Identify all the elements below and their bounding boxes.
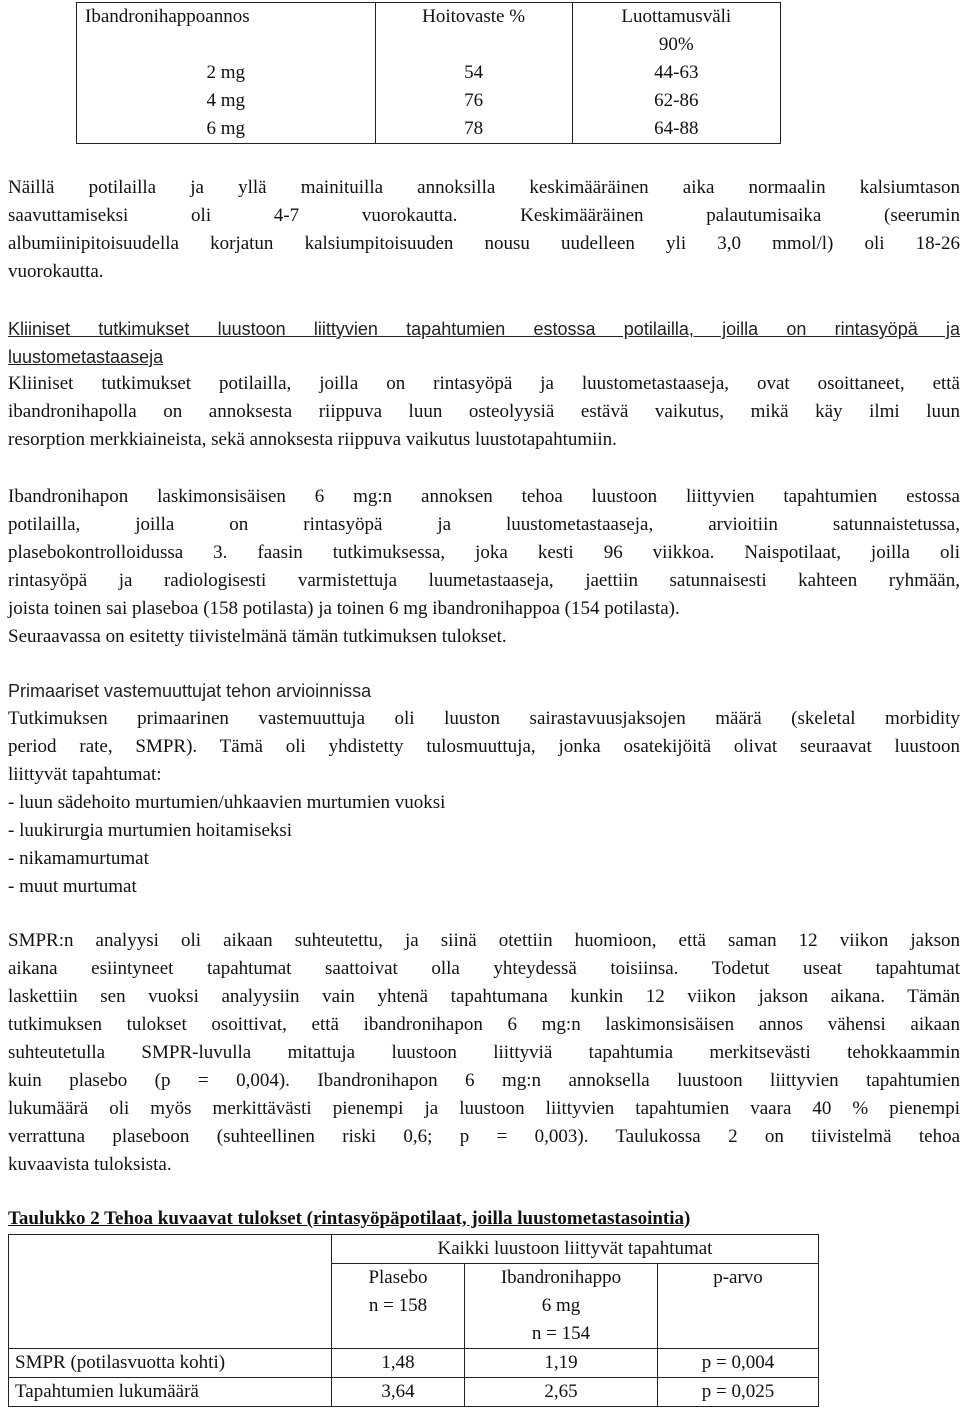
table1-cell: 2 mg: [77, 59, 376, 87]
text-line: liittyvät tapahtumat:: [8, 764, 162, 785]
table1-header-ci-line2: 90%: [658, 34, 694, 55]
paragraph-study-design: [8, 483, 960, 651]
text-line: Ibandronihapon laskimonsisäisen 6 mg:n annoksen tehoa luustoon liittyvien tapahtumien estossa: [8, 486, 960, 507]
text-line: rintasyöpä ja radiologisesti varmistettuja luumetastaaseja, jaettiin satunnaisesti kahteen ryhmään,: [8, 570, 960, 591]
heading-line: Kliiniset tutkimukset luustoon liittyvien tapahtumien estossa potilailla, joilla on rintasyöpä ja: [8, 319, 960, 339]
table2-cell: p = 0,004: [658, 1349, 819, 1378]
text-line: potilailla, joilla on rintasyöpä ja luustometastaaseja, arvioitiin satunnaistetussa,: [8, 514, 960, 535]
text-line: period rate, SMPR). Tämä oli yhdistetty tulosmuuttuja, jonka osatekijöitä olivat seuraavat luustoon: [8, 736, 960, 757]
table-row: [77, 59, 781, 87]
text-line: lukumäärä oli myös merkittävästi pienempi ja luustoon liittyvien tapahtumien vaara 40 % pienempi: [8, 1098, 960, 1119]
table2-group-header: Kaikki luustoon liittyvät tapahtumat: [332, 1235, 819, 1264]
heading-line: Primaariset vastemuuttujat tehon arvioinnissa: [8, 681, 372, 701]
table-row: [77, 87, 781, 115]
text-line: Seuraavassa on esitetty tiivistelmänä tämän tutkimuksen tulokset.: [8, 626, 507, 647]
section-heading-clinical-studies: [8, 315, 960, 371]
table-row: [77, 115, 781, 144]
efficacy-results-table: [8, 1234, 819, 1407]
list-item: - luun sädehoito murtumien/uhkaavien murtumien vuoksi: [8, 792, 446, 813]
text-line: joista toinen sai plaseboa (158 potilasta) ja toinen 6 mg ibandronihappoa (154 potilasta).: [8, 598, 680, 619]
table1-header-response: Hoitovaste %: [375, 3, 572, 60]
heading-line: luustometastaaseja: [8, 347, 164, 367]
table2-row-label: SMPR (potilasvuotta kohti): [9, 1349, 332, 1378]
table2-col-label: Plasebo: [368, 1267, 428, 1288]
text-line: saavuttamiseksi oli 4-7 vuorokautta. Keskimääräinen palautumisaika (seerumin: [8, 205, 960, 226]
table-row: [9, 1378, 819, 1407]
text-line: plasebokontrolloidussa 3. faasin tutkimuksessa, joka kesti 96 viikkoa. Naispotilaat, joilla oli: [8, 542, 960, 563]
text-line: vuorokautta.: [8, 261, 104, 282]
table1-cell: 4 mg: [77, 87, 376, 115]
list-item: - muut murtumat: [8, 876, 137, 897]
table2-col-label: Ibandronihappo: [500, 1267, 622, 1288]
table2-col-placebo: [332, 1264, 465, 1349]
table2-col-label: 6 mg: [541, 1295, 581, 1316]
table2-col-label: n = 154: [531, 1323, 591, 1344]
table1-cell: 44-63: [572, 59, 780, 87]
table2-cell: 3,64: [332, 1378, 465, 1407]
table1-header-ci: [572, 3, 780, 60]
section-heading-primary-endpoints: [8, 677, 960, 705]
paragraph-calcium-normalization: [8, 174, 960, 286]
list-item: - luukirurgia murtumien hoitamiseksi: [8, 820, 293, 841]
paragraph-clinical-studies: [8, 370, 960, 454]
table2-row-label: Tapahtumien lukumäärä: [9, 1378, 332, 1407]
text-line: verrattuna plaseboon (suhteellinen riski 0,6; p = 0,003). Taulukossa 2 on tiivistelmä tehoa: [8, 1126, 960, 1147]
table2-cell: 1,48: [332, 1349, 465, 1378]
table1-header-dose: Ibandronihappoannos: [77, 3, 376, 60]
list-item: - nikamamurtumat: [8, 848, 149, 869]
text-line: SMPR:n analyysi oli aikaan suhteutettu, ja siinä otettiin huomioon, että saman 12 viikon jakson: [8, 930, 960, 951]
text-line: albumiinipitoisuudella korjatun kalsiumpitoisuuden nousu uudelleen yli 3,0 mmol/l) oli 18-26: [8, 233, 960, 254]
table1-cell: 76: [375, 87, 572, 115]
text-line: aikana esiintyneet tapahtumat saattoivat olla yhteydessä toisiinsa. Todetut useat tapahtumat: [8, 958, 960, 979]
table-row: [9, 1349, 819, 1378]
table2-cell: 1,19: [465, 1349, 658, 1378]
table2-empty-corner: [9, 1235, 332, 1349]
text-line: Tutkimuksen primaarinen vastemuuttuja oli luuston sairastavuusjaksojen määrä (skeletal morbidity: [8, 708, 960, 729]
table1-cell: 54: [375, 59, 572, 87]
paragraph-smpr-analysis: [8, 927, 960, 1179]
text-line: suhteutetulla SMPR-luvulla mitattuja luustoon liittyviä tapahtumia merkitsevästi tehokkaammin: [8, 1042, 960, 1063]
table2-col-label: p-arvo: [713, 1267, 763, 1288]
text-line: ibandronihapolla on annoksesta riippuva luun osteolyysiä estävä vaikutus, mikä käy ilmi luun: [8, 401, 960, 422]
table1-cell: 64-88: [572, 115, 780, 144]
table2-col-pvalue: [658, 1264, 819, 1349]
text-line: tutkimuksen tulokset osoittivat, että ibandronihapon 6 mg:n laskimonsisäisen annos vähensi aikaan: [8, 1014, 960, 1035]
text-line: Kliiniset tutkimukset potilailla, joilla on rintasyöpä ja luustometastaaseja, ovat osoittaneet, että: [8, 373, 960, 394]
caption-line: Taulukko 2 Tehoa kuvaavat tulokset (rintasyöpäpotilaat, joilla luustometastasointia): [8, 1208, 691, 1229]
text-line: laskettiin sen vuoksi analyysiin vain yhtenä tapahtumana kunkin 12 viikon jakson aikana. Tämän: [8, 986, 960, 1007]
table2-cell: p = 0,025: [658, 1378, 819, 1407]
text-line: Näillä potilailla ja yllä mainituilla annoksilla keskimääräinen aika normaalin kalsiumtason: [8, 177, 960, 198]
table1-header-ci-line1: Luottamusväli: [621, 6, 732, 27]
dose-response-table: [76, 2, 781, 144]
text-line: kuin plasebo (p = 0,004). Ibandronihapon 6 mg:n annoksella luustoon liittyvien tapahtumien: [8, 1070, 960, 1091]
table1-cell: 78: [375, 115, 572, 144]
table1-cell: 6 mg: [77, 115, 376, 144]
table1-cell: 62-86: [572, 87, 780, 115]
table2-col-ibandronic: [465, 1264, 658, 1349]
paragraph-primary-endpoint: [8, 705, 960, 901]
text-line: resorption merkkiaineista, sekä annoksesta riippuva vaikutus luustotapahtumiin.: [8, 429, 617, 450]
table2-col-label: n = 158: [368, 1295, 428, 1316]
table2-cell: 2,65: [465, 1378, 658, 1407]
table2-caption: [8, 1205, 960, 1233]
text-line: kuvaavista tuloksista.: [8, 1154, 172, 1175]
